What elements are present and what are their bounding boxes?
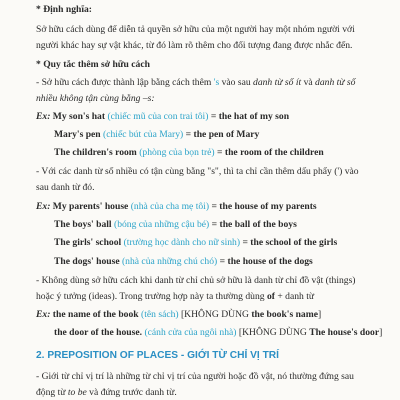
section-2-line-1: - Giới từ chỉ vị trí là những từ chỉ vị trí của người hoặc đồ vật, nó thường đứng sau: [36, 371, 354, 382]
section-2-line-2: động từ to be và đứng trước danh từ.: [36, 387, 177, 398]
rule-1-line-2: nhiều không tận cùng bằng –s:: [36, 93, 155, 104]
example-9: the door of the house. (cánh cửa của ngôi nhà) [KHÔNG DÙNG The house's door]: [54, 327, 383, 338]
example-1: Ex: My son's hat (chiếc mũ của con trai tôi) = the hat of my son: [36, 111, 290, 122]
example-3: The children's room (phòng của bọn trẻ) = the room of the children: [54, 147, 324, 158]
rule-3-line-2: hoặc ý tưởng (ideas). Trong trường hợp này ta thường dùng of + danh từ: [36, 291, 315, 302]
rules-heading: * Quy tắc thêm sở hữu cách: [36, 59, 150, 70]
definition-text-1: Sở hữu cách dùng để diễn tả quyền sở hữu của một người hay một nhóm người với: [36, 24, 355, 35]
definition-heading: * Định nghĩa:: [36, 4, 92, 15]
example-2: Mary's pen (chiếc bút của Mary) = the pen of Mary: [54, 129, 260, 140]
example-6: The girls' school (trường học dành cho nữ sinh) = the school of the girls: [54, 237, 338, 248]
example-5: The boys' ball (bóng của những cậu bé) = the ball of the boys: [54, 219, 297, 230]
section-2-heading: 2. PREPOSITION OF PLACES - GIỚI TỪ CHỈ VỊ TRÍ: [36, 350, 279, 361]
example-7: The dogs' house (nhà của những chú chó) = the house of the dogs: [54, 256, 313, 267]
rule-2-line-2: sau danh từ đó.: [36, 182, 95, 193]
rule-2-line-1: - Với các danh từ số nhiều có tận cùng bằng "s", thì ta chỉ cần thêm dấu phẩy (') vào: [36, 166, 359, 177]
example-4: Ex: My parents' house (nhà của cha mẹ tôi) = the house of my parents: [36, 201, 317, 212]
example-8: Ex: the name of the book (tên sách) [KHÔNG DÙNG the book's name]: [36, 309, 322, 320]
rule-3-line-1: - Không dùng sở hữu cách khi danh từ chỉ chủ sở hữu là danh từ chỉ đồ vật (things): [36, 275, 356, 286]
rule-1-line-1: - Sở hữu cách được thành lập bằng cách thêm 's vào sau danh từ số ít và danh từ số: [36, 77, 356, 88]
definition-text-2: người khác hay sự vật khác, từ đó làm rõ thêm cho đối tượng đang được nhắc đến.: [36, 40, 353, 51]
